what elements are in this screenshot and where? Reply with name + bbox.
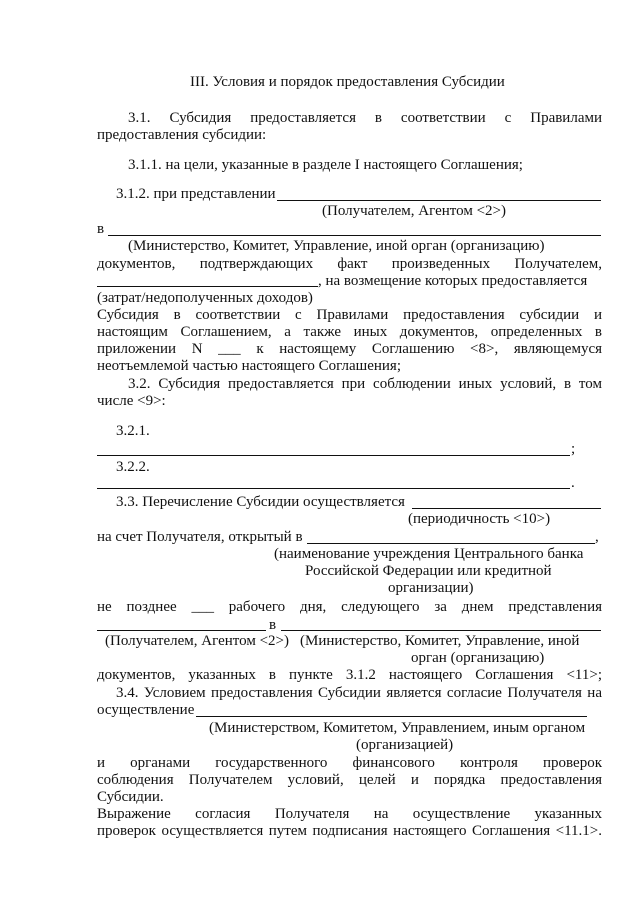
p3-4-lead2: осуществление	[97, 702, 195, 718]
p3-4-line3: и органами государственного финансового контроля проверок	[97, 755, 602, 771]
p3-4-line7: проверок осуществляется путем подписания настоящего Соглашения <11.1>.	[97, 823, 602, 839]
p3-3-lead: 3.3. Перечисление Субсидии осуществляется	[116, 494, 405, 510]
p3-1-1: 3.1.1. на цели, указанные в разделе I настоящего Соглашения;	[128, 157, 523, 173]
p3-1-2-body1: Субсидия в соответствии с Правилами предоставления субсидии и	[97, 307, 602, 323]
item-3-2-2-end: .	[571, 475, 575, 491]
p3-1-line2: предоставления субсидии:	[97, 127, 267, 143]
deadline-line: не позднее ___ рабочего дня, следующего за днем представления	[97, 599, 602, 615]
blank-line	[97, 455, 570, 456]
prefix-v: в	[97, 221, 105, 237]
p3-4-line5: Субсидии.	[97, 789, 164, 805]
prefix-v: в	[269, 617, 277, 633]
p3-1-2-body4: неотъемлемой частью настоящего Соглашения;	[97, 358, 401, 374]
note-organization: (организацией)	[356, 737, 454, 753]
item-3-2-1: 3.2.1.	[116, 423, 150, 439]
blank-line	[412, 508, 601, 509]
note-ministry-instr: (Министерством, Комитетом, Управлением, иным органом	[209, 720, 586, 736]
note-left: (Получателем, Агентом <2>)	[105, 633, 289, 649]
blank-line	[307, 543, 595, 544]
note-right2: орган (организацию)	[411, 650, 545, 666]
blank-line	[97, 286, 318, 287]
note-right1: (Министерство, Комитет, Управление, иной	[300, 633, 580, 649]
note-ministry: (Министерство, Комитет, Управление, иной орган (организацию)	[128, 238, 545, 254]
docs-line: документов, подтверждающих факт произведенных Получателем,	[97, 256, 602, 272]
blank-line	[277, 200, 601, 201]
account-label: на счет Получателя, открытый в	[97, 529, 303, 545]
note-period: (периодичность <10>)	[408, 511, 551, 527]
blank-line	[97, 488, 570, 489]
p3-3-docs: документов, указанных в пункте 3.1.2 настоящего Соглашения <11>;	[97, 667, 602, 683]
item-3-2-1-end: ;	[571, 441, 576, 457]
p3-1-2-body3: приложении N ___ к настоящему Соглашению <8>, являющемуся	[97, 341, 602, 357]
blank-line	[281, 630, 601, 631]
account-end: ,	[595, 529, 599, 545]
p3-1-2-lead: 3.1.2. при представлении	[116, 186, 276, 202]
p3-2-line1: 3.2. Субсидия предоставляется при соблюдении иных условий, в том	[128, 376, 602, 392]
p3-4-line1: 3.4. Условием предоставления Субсидии является согласие Получателя на	[116, 685, 602, 701]
costs-note: (затрат/недополученных доходов)	[97, 290, 313, 306]
blank-line	[196, 716, 587, 717]
blank-line	[108, 235, 601, 236]
p3-1-2-body2: настоящим Соглашением, а также иных документов, определенных в	[97, 324, 602, 340]
p3-4-line6: Выражение согласия Получателя на осуществление указанных	[97, 806, 602, 822]
note-recipient: (Получателем, Агентом <2>)	[322, 203, 506, 219]
blank-line	[97, 630, 266, 631]
note-bank3: организации)	[388, 580, 474, 596]
p3-1-line1: 3.1. Субсидия предоставляется в соответствии с Правилами	[128, 110, 602, 126]
p3-4-line4: соблюдения Получателем условий, целей и порядка предоставления	[97, 772, 602, 788]
item-3-2-2: 3.2.2.	[116, 459, 150, 475]
note-bank2: Российской Федерации или кредитной	[305, 563, 552, 579]
reimb-tail: , на возмещение которых предоставляется	[318, 273, 588, 289]
note-bank1: (наименование учреждения Центрального банка	[274, 546, 584, 562]
p3-2-line2: числе <9>:	[97, 393, 166, 409]
section-title: III. Условия и порядок предоставления Субсидии	[190, 74, 505, 90]
